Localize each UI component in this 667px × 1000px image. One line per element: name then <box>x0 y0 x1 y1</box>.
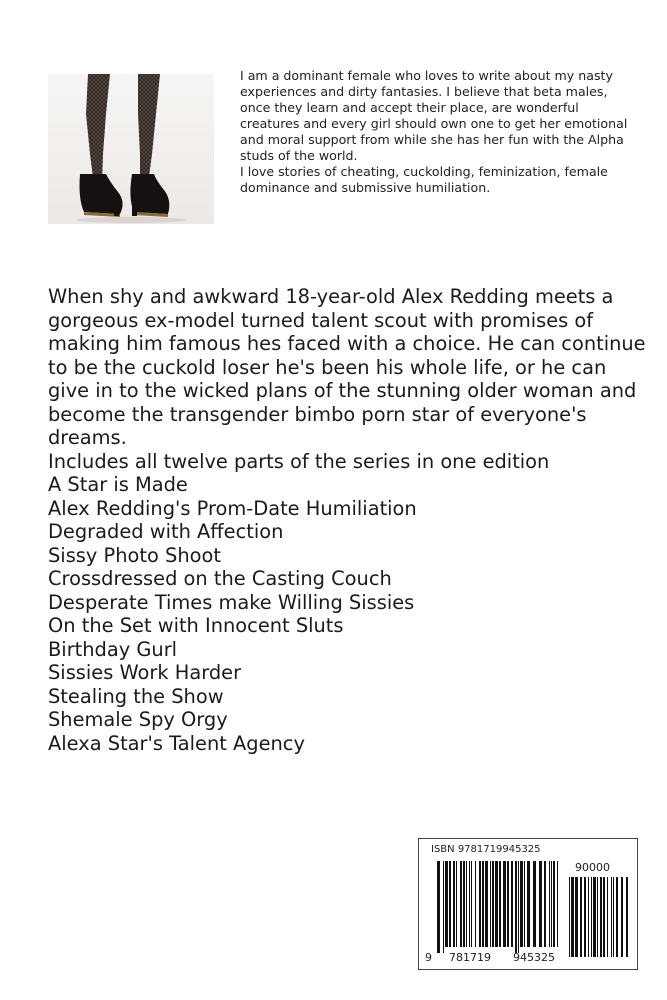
barcode-bar <box>492 861 494 947</box>
list-item: Alex Redding's Prom-Date Humiliation <box>48 496 417 520</box>
blurb-paragraph: When shy and awkward 18-year-old Alex Redding meets a gorgeous ex-model turned talent scout with promises of making him famous hes faced with a choice. He can continue to be the cuckold loser he's been his whole life, or he can give in to the wicked plans of the stunning older woman and become the transgender bimbo porn star of everyone's dreams. <box>48 285 646 449</box>
barcode-bar <box>490 861 491 947</box>
barcode-bar <box>575 877 578 957</box>
barcode-bar <box>460 861 462 947</box>
barcode-digits-right: 945325 <box>513 951 555 964</box>
barcode-bar <box>499 861 501 947</box>
barcode-bar <box>544 861 546 947</box>
barcode-bar <box>445 861 448 947</box>
author-bio-paragraph: I am a dominant female who loves to write about my nasty experiences and dirty fantasies. I believe that beta males, once they learn and accept their place, are wonderful creatures and every girl should own one to get her emotional and moral support from while she has her fun with the Alpha studs of the world. <box>240 68 628 163</box>
barcode-bar <box>520 861 523 947</box>
barcode-bar <box>507 861 509 947</box>
author-bio <box>240 68 640 196</box>
barcode-bar <box>553 861 555 947</box>
list-item: Shemale Spy Orgy <box>48 708 228 731</box>
barcode-bar <box>557 861 558 947</box>
list-item: Stealing the Show <box>48 684 224 708</box>
barcode-bar <box>475 861 476 947</box>
barcode-bar <box>469 861 470 947</box>
barcode-bar <box>533 861 536 947</box>
barcode-bar <box>511 861 513 947</box>
barcode-bar <box>471 861 472 947</box>
isbn-barcode <box>418 838 638 970</box>
barcode-bar <box>597 877 598 957</box>
list-item: Alexa Star's Talent Agency <box>48 731 305 755</box>
barcode-bar <box>600 877 602 957</box>
author-photo <box>48 74 214 224</box>
barcode-bar <box>611 877 612 957</box>
list-item: Desperate Times make Willing Sissies <box>48 590 415 614</box>
barcode-bar <box>456 861 457 947</box>
price-code: 90000 <box>575 861 610 874</box>
barcode-bar <box>479 861 481 947</box>
list-item: Degraded with Affection <box>48 520 284 543</box>
barcode-bar <box>607 877 608 957</box>
list-item: A Star is Made <box>48 473 188 496</box>
barcode-bar <box>613 877 614 957</box>
barcode-bar <box>515 861 517 953</box>
series-parts-list <box>48 473 648 755</box>
barcode-digit-first: 9 <box>425 951 432 964</box>
barcode-bar <box>591 877 592 957</box>
barcode-bar <box>495 861 498 947</box>
list-item: Birthday Gurl <box>48 637 178 661</box>
barcode-bar <box>621 877 623 957</box>
author-bio-paragraph: I love stories of cheating, cuckolding, feminization, female dominance and submissive humiliation. <box>240 164 608 195</box>
barcode-bar <box>503 861 506 947</box>
barcode-bar <box>551 861 552 947</box>
barcode-bar <box>518 861 519 953</box>
list-item: Sissies Work Harder <box>48 661 242 684</box>
legs-heels-image <box>48 74 214 224</box>
barcode-bar <box>584 877 586 957</box>
book-blurb <box>48 285 648 755</box>
blurb-includes: Includes all twelve parts of the series in one edition <box>48 449 550 473</box>
barcode-bar <box>524 861 525 947</box>
barcode-bar <box>603 877 605 957</box>
barcode-bar <box>549 861 550 947</box>
barcode-bar <box>569 877 570 957</box>
barcode-bar <box>527 861 530 947</box>
barcode-bar <box>593 877 596 957</box>
barcode-bar <box>466 861 467 947</box>
list-item: Sissy Photo Shoot <box>48 543 221 567</box>
barcode-digits-left: 781719 <box>449 951 491 964</box>
barcode-bar <box>463 861 465 947</box>
barcode-bar <box>616 877 618 957</box>
barcode-bar <box>437 861 440 953</box>
isbn-label: ISBN 9781719945325 <box>431 844 541 855</box>
barcode-bar <box>482 861 484 947</box>
barcode-bar <box>485 861 488 947</box>
list-item: On the Set with Innocent Sluts <box>48 614 344 637</box>
barcode-bar <box>588 877 589 957</box>
barcode-bar <box>443 861 444 953</box>
list-item: Crossdressed on the Casting Couch <box>48 567 392 590</box>
barcode-bar <box>571 877 574 957</box>
barcode-bar <box>580 877 582 957</box>
barcode-bar <box>626 877 628 957</box>
barcode-bar <box>453 861 455 947</box>
barcode-bar <box>539 861 542 947</box>
barcode-bar <box>449 861 451 947</box>
